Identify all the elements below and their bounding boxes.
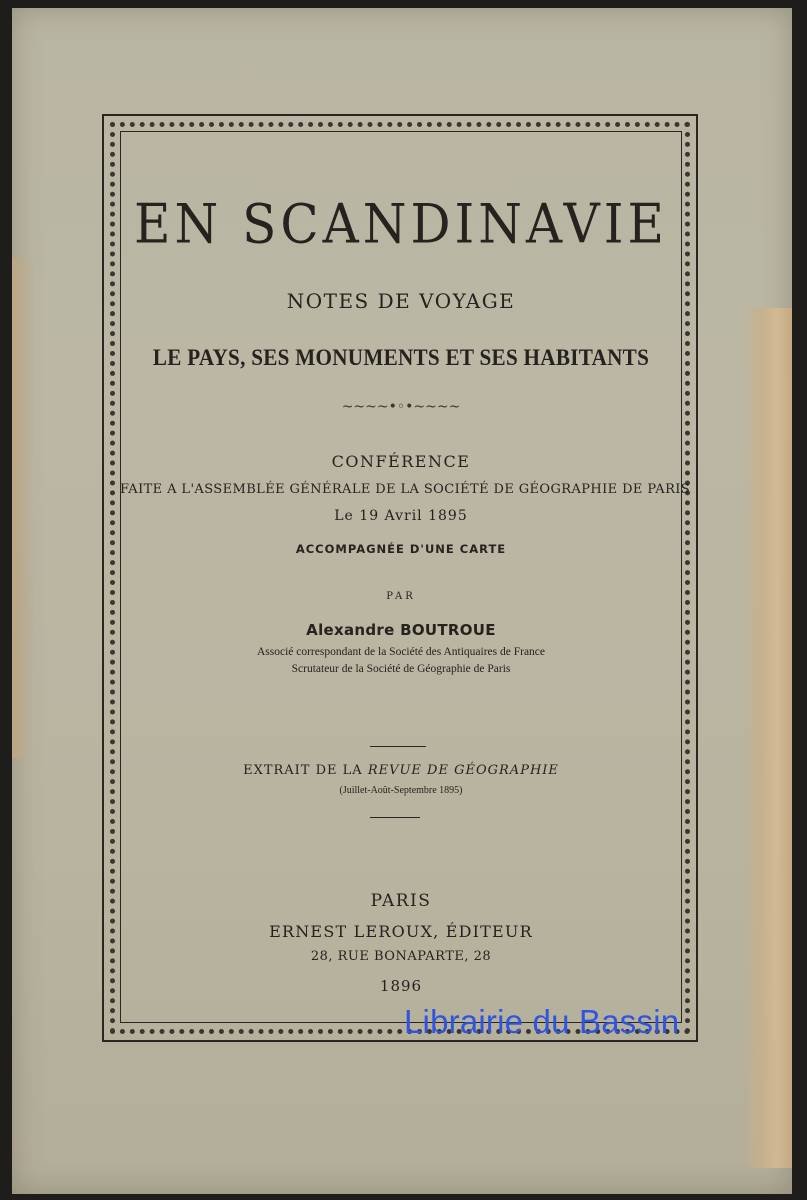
imprint-city: PARIS [370, 891, 432, 911]
page-edge-wear-left [12, 258, 34, 758]
extract-prefix: EXTRAIT DE LA [243, 763, 368, 778]
author-affiliation-1: Associé correspondant de la Société des Antiquaires de France [256, 646, 546, 658]
page-edge-wear-right [742, 308, 792, 1168]
subtitle-pays: LE PAYS, SES MONUMENTS ET SES HABITANTS [152, 345, 650, 370]
extract-period: (Juillet-Août-Septembre 1895) [339, 785, 463, 796]
imprint-address: 28, RUE BONAPARTE, 28 [310, 949, 492, 964]
imprint-year: 1896 [379, 977, 423, 995]
conference-detail: FAITE A L'ASSEMBLÉE GÉNÉRALE DE LA SOCIÉTÉ DE GÉOGRAPHIE DE PARIS [120, 482, 691, 497]
cover-content [120, 131, 691, 1023]
author-name: Alexandre BOUTROUE [306, 621, 496, 639]
rule-below-extract [370, 817, 420, 818]
ornament-divider: ~~~~•◦•~~~~ [341, 399, 461, 415]
by-label: PAR [386, 591, 416, 602]
book-title: EN SCANDINAVIE [133, 192, 669, 256]
conference-heading: CONFÉRENCE [331, 452, 471, 471]
extract-journal: REVUE DE GÉOGRAPHIE [367, 763, 559, 778]
extract-line [120, 763, 682, 778]
rule-above-extract [370, 746, 426, 747]
subtitle-notes: NOTES DE VOYAGE [286, 289, 516, 313]
imprint-publisher: ERNEST LEROUX, ÉDITEUR [269, 922, 533, 941]
bookseller-watermark: Librairie du Bassin [404, 1003, 680, 1040]
author-affiliation-2: Scrutateur de la Société de Géographie de Paris [291, 663, 511, 675]
map-note: ACCOMPAGNÉE D'UNE CARTE [295, 542, 507, 556]
conference-date: Le 19 Avril 1895 [334, 508, 468, 524]
